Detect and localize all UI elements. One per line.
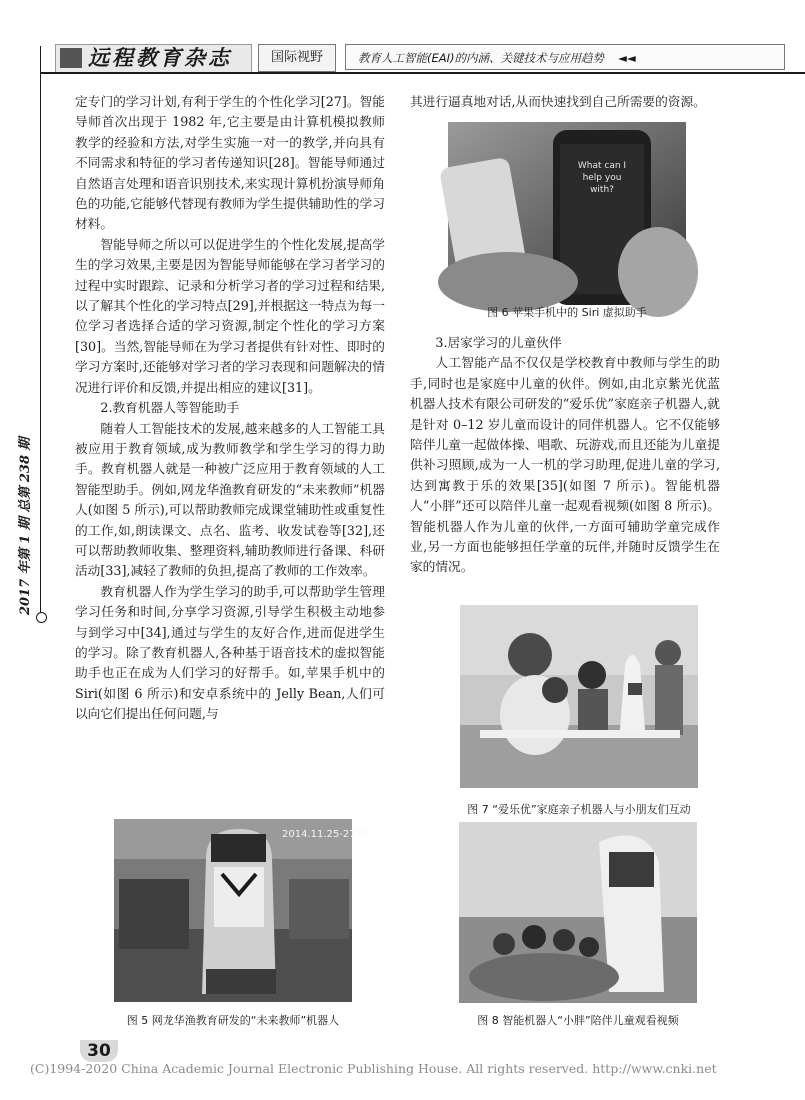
figure-6-image — [448, 122, 686, 294]
left-column — [75, 92, 385, 725]
xiaopang-robot-photo — [459, 822, 697, 1003]
journal-logo-icon — [60, 48, 82, 68]
siri-screen-text: What can I help you with? — [577, 161, 627, 195]
right-column-middle — [410, 333, 720, 578]
figure-5-image — [114, 819, 369, 1002]
figure-8-image — [459, 822, 697, 1003]
figure-5-caption: 图 5 网龙华渔教育研发的“未来教师”机器人 — [126, 1014, 340, 1027]
copyright-line: (C)1994-2020 China Academic Journal Electronic Publishing House. All rights reserved. http://www.cnki.net — [30, 1061, 717, 1076]
subheading: 3.居家学习的儿童伙伴 — [435, 335, 562, 350]
paragraph: 定专门的学习计划,有利于学生的个性化学习[27]。智能导师首次出现于 1982 年,它主要是由计算机模拟教师教学的经验和方法,对学生实施一对一的教学,并向具有不同需求和特征的学习者传递知识[28]。智能导师通过自然语言处理和语音识别技术,来实现计算机扮演导师角色的功能,它能够代替现有教师为学生提供辅助性的学习材料。 — [75, 94, 385, 232]
double-arrow-icon: ◄◄ — [618, 51, 636, 65]
banner-text: 2014.11.25-27 中 — [282, 829, 369, 840]
page-number: 30 — [80, 1040, 118, 1062]
paragraph: 人工智能产品不仅仅是学校教育中教师与学生的助手,同时也是家庭中儿童的伙伴。例如,由北京紫光优蓝机器人技术有限公司研发的“爱乐优”家庭亲子机器人,就是针对 0–12 岁儿童而设计的同伴机器人。它不仅能够陪伴儿童一起做体操、唱歌、玩游戏,而且还能为儿童提供补习照顾,成为一人一机的学习助理,促进儿童的学习,达到寓教于乐的效果[35](如图 7 所示)。智能机器人“小胖”还可以陪伴儿童一起观看视频(如图 8 所示)。智能机器人作为儿童的伙伴,一方面可辅助学童完成作业,另一方面也能够担任学童的玩伴,并随时反馈学生在家的情况。 — [410, 355, 720, 575]
future-teacher-robot-photo — [114, 819, 352, 1002]
right-column-top — [410, 92, 720, 112]
figure-7-image — [460, 605, 698, 788]
paragraph: 其进行逼真地对话,从而快速找到自己所需要的资源。 — [410, 94, 706, 109]
header-rule — [40, 72, 805, 74]
figure-8-caption: 图 8 智能机器人“小胖”陪伴儿童观看视频 — [477, 1014, 679, 1027]
journal-name: 远程教育杂志 — [88, 45, 232, 70]
family-robot-photo — [460, 605, 698, 788]
paragraph: 教育机器人作为学生学习的助手,可以帮助学生管理学习任务和时间,分享学习资源,引导学生积极主动地参与到学习中[34],通过与学生的友好合作,进而促进学生的学习。除了教育机器人,各种基于语音技术的虚拟智能助手也正在成为人们学习的好帮手。如,苹果手机中的 Siri(如图 6 所示)和安卓系统中的 Jelly Bean,人们可以向它们提出任何问题,与 — [75, 583, 385, 722]
figure-6-caption: 图 6 苹果手机中的 Siri 虚拟助手 — [487, 306, 647, 319]
paragraph: 智能导师之所以可以促进学生的个性化发展,提高学生的学习效果,主要是因为智能导师能够在学习者学习的过程中实时跟踪、记录和分析学习者的学习过程和结果,以了解其个性化的学习特点[29],并根据这一特点为每一位学习者选择合适的学习资源,制定个性化的学习方案[30]。当然,智能导师在为学习者提供有针对性、即时的学习方案时,还能够对学习者的学习表现和问题解决的情况进行评价和反馈,并提出相应的建议[31]。 — [75, 236, 385, 395]
issue-info: 2017 年第 1 期 总第 238 期 — [18, 437, 33, 615]
subheading: 2.教育机器人等智能助手 — [100, 400, 240, 416]
sidebar-rule — [40, 46, 41, 621]
siri-phone-photo — [448, 122, 686, 294]
section-label: 国际视野 — [258, 44, 336, 72]
running-title: 教育人工智能(EAI)的内涵、关键技术与应用趋势 ◄◄ — [345, 44, 785, 70]
sidebar-dot — [36, 612, 47, 623]
figure-7-caption: 图 7 “爱乐优”家庭亲子机器人与小朋友们互动 — [467, 803, 691, 816]
paragraph: 随着人工智能技术的发展,越来越多的人工智能工具被应用于教育领域,成为教师教学和学生学习的得力助手。教育机器人就是一种被广泛应用于教育领域的人工智能型助手。例如,网龙华渔教育研发的“未来教师”机器人(如图 5 所示),可以帮助教师完成课堂辅助性或重复性的工作,如,朗读课文、点名、监考、收发试卷等[32],还可以帮助教师收集、整理资料,辅助教师进行备课、科研活动[33],减轻了教师的负担,提高了教师的工作效率。 — [75, 420, 385, 579]
